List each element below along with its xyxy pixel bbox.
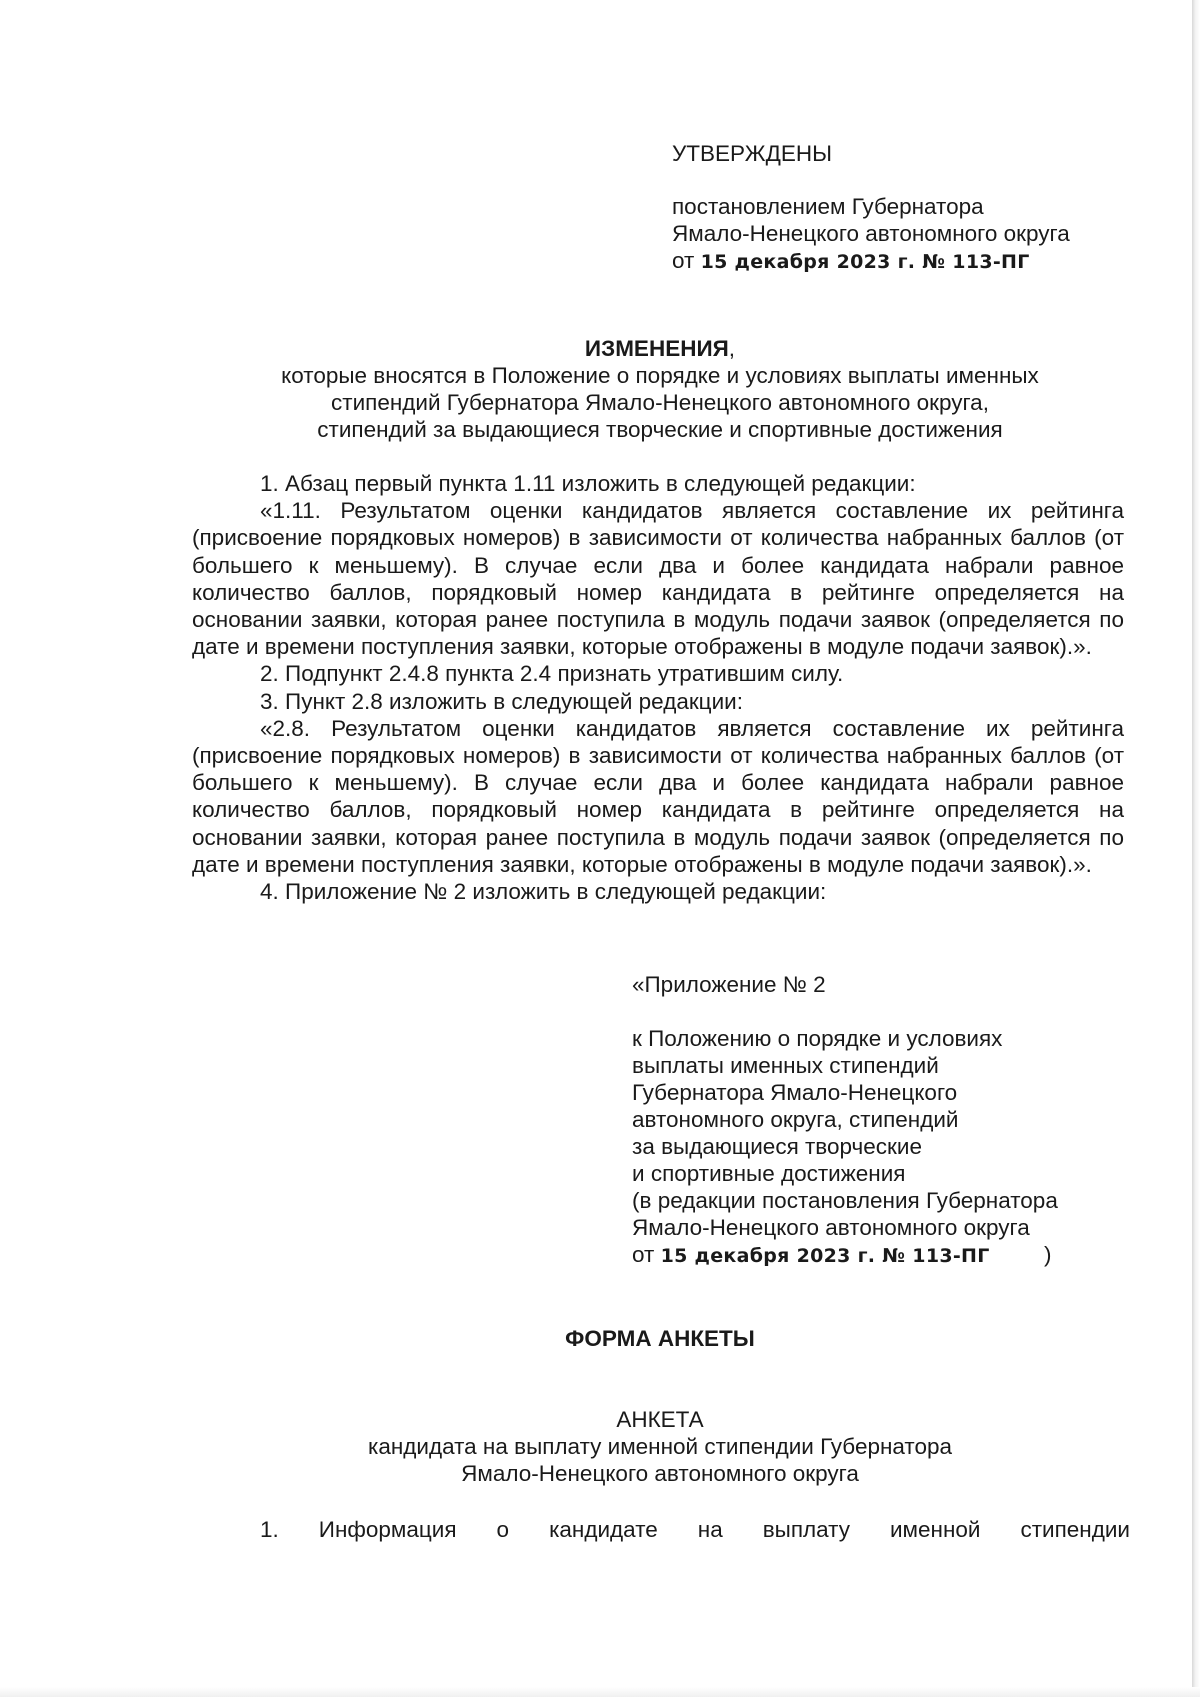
approval-line-1: постановлением Губернатора xyxy=(672,194,984,219)
page-bottom-shadow xyxy=(0,1687,1200,1697)
changes-title-suffix: , xyxy=(728,336,736,361)
appendix-line: (в редакции постановления Губернатора xyxy=(632,1188,1058,1213)
changes-subtitle-line-1: которые вносятся в Положение о порядке и условиях выплаты именных xyxy=(281,363,1039,388)
appendix-title: «Приложение № 2 xyxy=(632,972,826,997)
appendix-line: автономного округа, стипендий xyxy=(632,1107,959,1132)
approval-date-line xyxy=(672,247,1132,276)
changes-subtitle-line-2: стипендий Губернатора Ямало-Ненецкого автономного округа, xyxy=(331,390,989,415)
approval-line-2: Ямало-Ненецкого автономного округа xyxy=(672,221,1070,246)
changes-title-line xyxy=(180,335,1140,362)
appendix-header xyxy=(632,971,1132,1270)
approval-date-prefix: от xyxy=(672,248,695,273)
appendix-line: Губернатора Ямало-Ненецкого xyxy=(632,1080,958,1105)
approval-block xyxy=(672,140,1132,276)
document-body xyxy=(192,470,1124,905)
item-4: 4. Приложение № 2 изложить в следующей редакции: xyxy=(260,879,827,905)
item-3: 3. Пункт 2.8 изложить в следующей редакции: xyxy=(260,688,743,714)
item-2: 2. Подпункт 2.4.8 пункта 2.4 признать утратившим силу. xyxy=(260,661,844,687)
appendix-close-paren: ) xyxy=(1043,1242,1052,1267)
form-title: ФОРМА АНКЕТЫ xyxy=(565,1326,755,1351)
anketa-title: АНКЕТА xyxy=(616,1407,704,1432)
quote-2-8: «2.8. Результатом оценки кандидатов является составление их рейтинга (присвоение порядковых номеров) в зависимости от количества набранных баллов (от большего к меньшему). В случае если два и более кандидата набрали равное количество баллов, порядковый номер кандидата в рейтинге определяется на основании заявки, которая ранее поступила в модуль подачи заявок (определяется по дате и времени поступления заявки, которые отображены в модуле подачи заявок).». xyxy=(192,715,1124,877)
section-1-heading: 1. Информация о кандидате на выплату именной стипендии xyxy=(260,1517,1130,1542)
appendix-line: Ямало-Ненецкого автономного округа xyxy=(632,1215,1030,1240)
appendix-date-prefix: от xyxy=(632,1242,655,1267)
changes-heading xyxy=(180,335,1140,443)
approval-title: УТВЕРЖДЕНЫ xyxy=(672,141,832,166)
appendix-line: за выдающиеся творческие xyxy=(632,1134,922,1159)
anketa-heading xyxy=(180,1406,1140,1487)
appendix-date-line xyxy=(632,1241,1132,1270)
anketa-subtitle-line-1: кандидата на выплату именной стипендии Губернатора xyxy=(367,1434,953,1459)
appendix-date-stamp: 15 декабря 2023 г. № 113-ПГ xyxy=(660,1245,990,1267)
changes-title: ИЗМЕНЕНИЯ xyxy=(584,336,729,361)
quote-1-11: «1.11. Результатом оценки кандидатов является составление их рейтинга (присвоение порядковых номеров) в зависимости от количества набранных баллов (от большего к меньшему). В случае если два и более кандидата набрали равное количество баллов, порядковый номер кандидата в рейтинге определяется на основании заявки, которая ранее поступила в модуль подачи заявок (определяется по дате и времени поступления заявки, которые отображены в модуле подачи заявок).». xyxy=(192,498,1124,660)
appendix-line: к Положению о порядке и условиях xyxy=(632,1026,1003,1051)
anketa-subtitle-line-2: Ямало-Ненецкого автономного округа xyxy=(461,1461,859,1486)
appendix-line: выплаты именных стипендий xyxy=(632,1053,939,1078)
changes-subtitle-line-3: стипендий за выдающиеся творческие и спортивные достижения xyxy=(317,417,1003,442)
appendix-line: и спортивные достижения xyxy=(632,1161,906,1186)
item-1: 1. Абзац первый пункта 1.11 изложить в следующей редакции: xyxy=(260,471,916,496)
approval-date-stamp: 15 декабря 2023 г. № 113-ПГ xyxy=(700,251,1030,273)
page-edge-shadow xyxy=(1192,0,1200,1697)
